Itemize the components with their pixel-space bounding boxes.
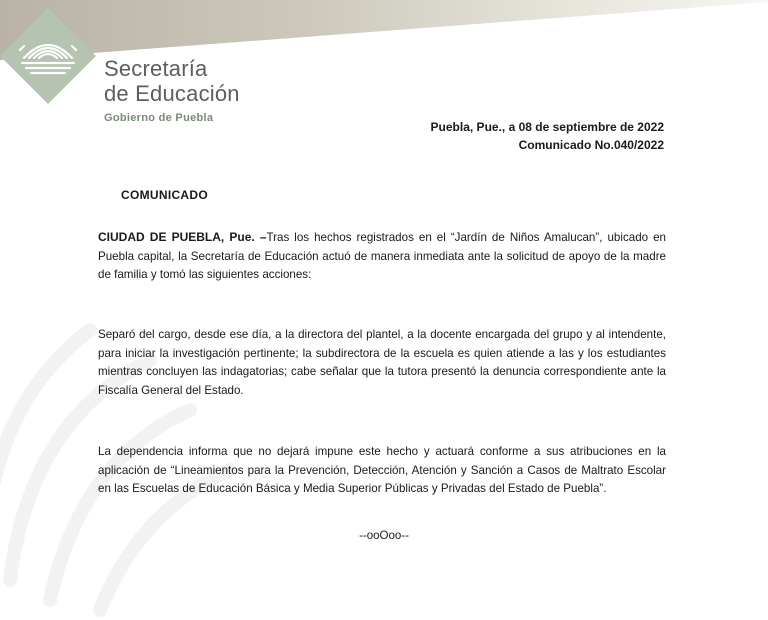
document-heading: COMUNICADO	[121, 188, 208, 202]
communique-number: Comunicado No.040/2022	[518, 138, 664, 152]
logo-emblem	[0, 6, 98, 106]
paragraph-lead: CIUDAD DE PUEBLA, Pue. –	[98, 230, 267, 244]
closing-mark: --ooOoo--	[359, 530, 409, 542]
paragraph-2: Separó del cargo, desde ese día, a la directora del plantel, a la docente encargada del grupo y al intendente, para iniciar la investigación pertinente; la subdirectora de la escuela es quien atiende a las y los estudiantes mientras concluyen las indagatorias; cabe señalar que la tutora presentó la denuncia correspondiente ante la Fiscalía General del Estado.	[98, 328, 666, 397]
brand-subtitle: Gobierno de Puebla	[104, 112, 214, 124]
brand-name-line1: Secretaría	[104, 56, 208, 81]
paragraph-1	[98, 228, 666, 285]
header-band	[0, 0, 768, 60]
place-date: Puebla, Pue., a 08 de septiembre de 2022	[430, 120, 664, 134]
paragraph-1-text: Tras los hechos registrados en el “Jardín de Niños Amalucan”, ubicado en Puebla capital, la Secretaría de Educación actuó de manera inmediata ante la solicitud de apoyo de la madre de familia y tomó las siguientes acciones:	[98, 231, 666, 281]
brand-block	[104, 56, 240, 124]
paragraph-3: La dependencia informa que no dejará impune este hecho y actuará conforme a sus atribuciones en la aplicación de “Lineamientos para la Prevención, Detección, Atención y Sanción a Casos de Maltrato Escolar en las Escuelas de Educación Básica y Media Superior Públicas y Privadas del Estado de Puebla”.	[98, 445, 666, 495]
brand-name-line2: de Educación	[104, 81, 240, 106]
dateline	[431, 118, 664, 154]
